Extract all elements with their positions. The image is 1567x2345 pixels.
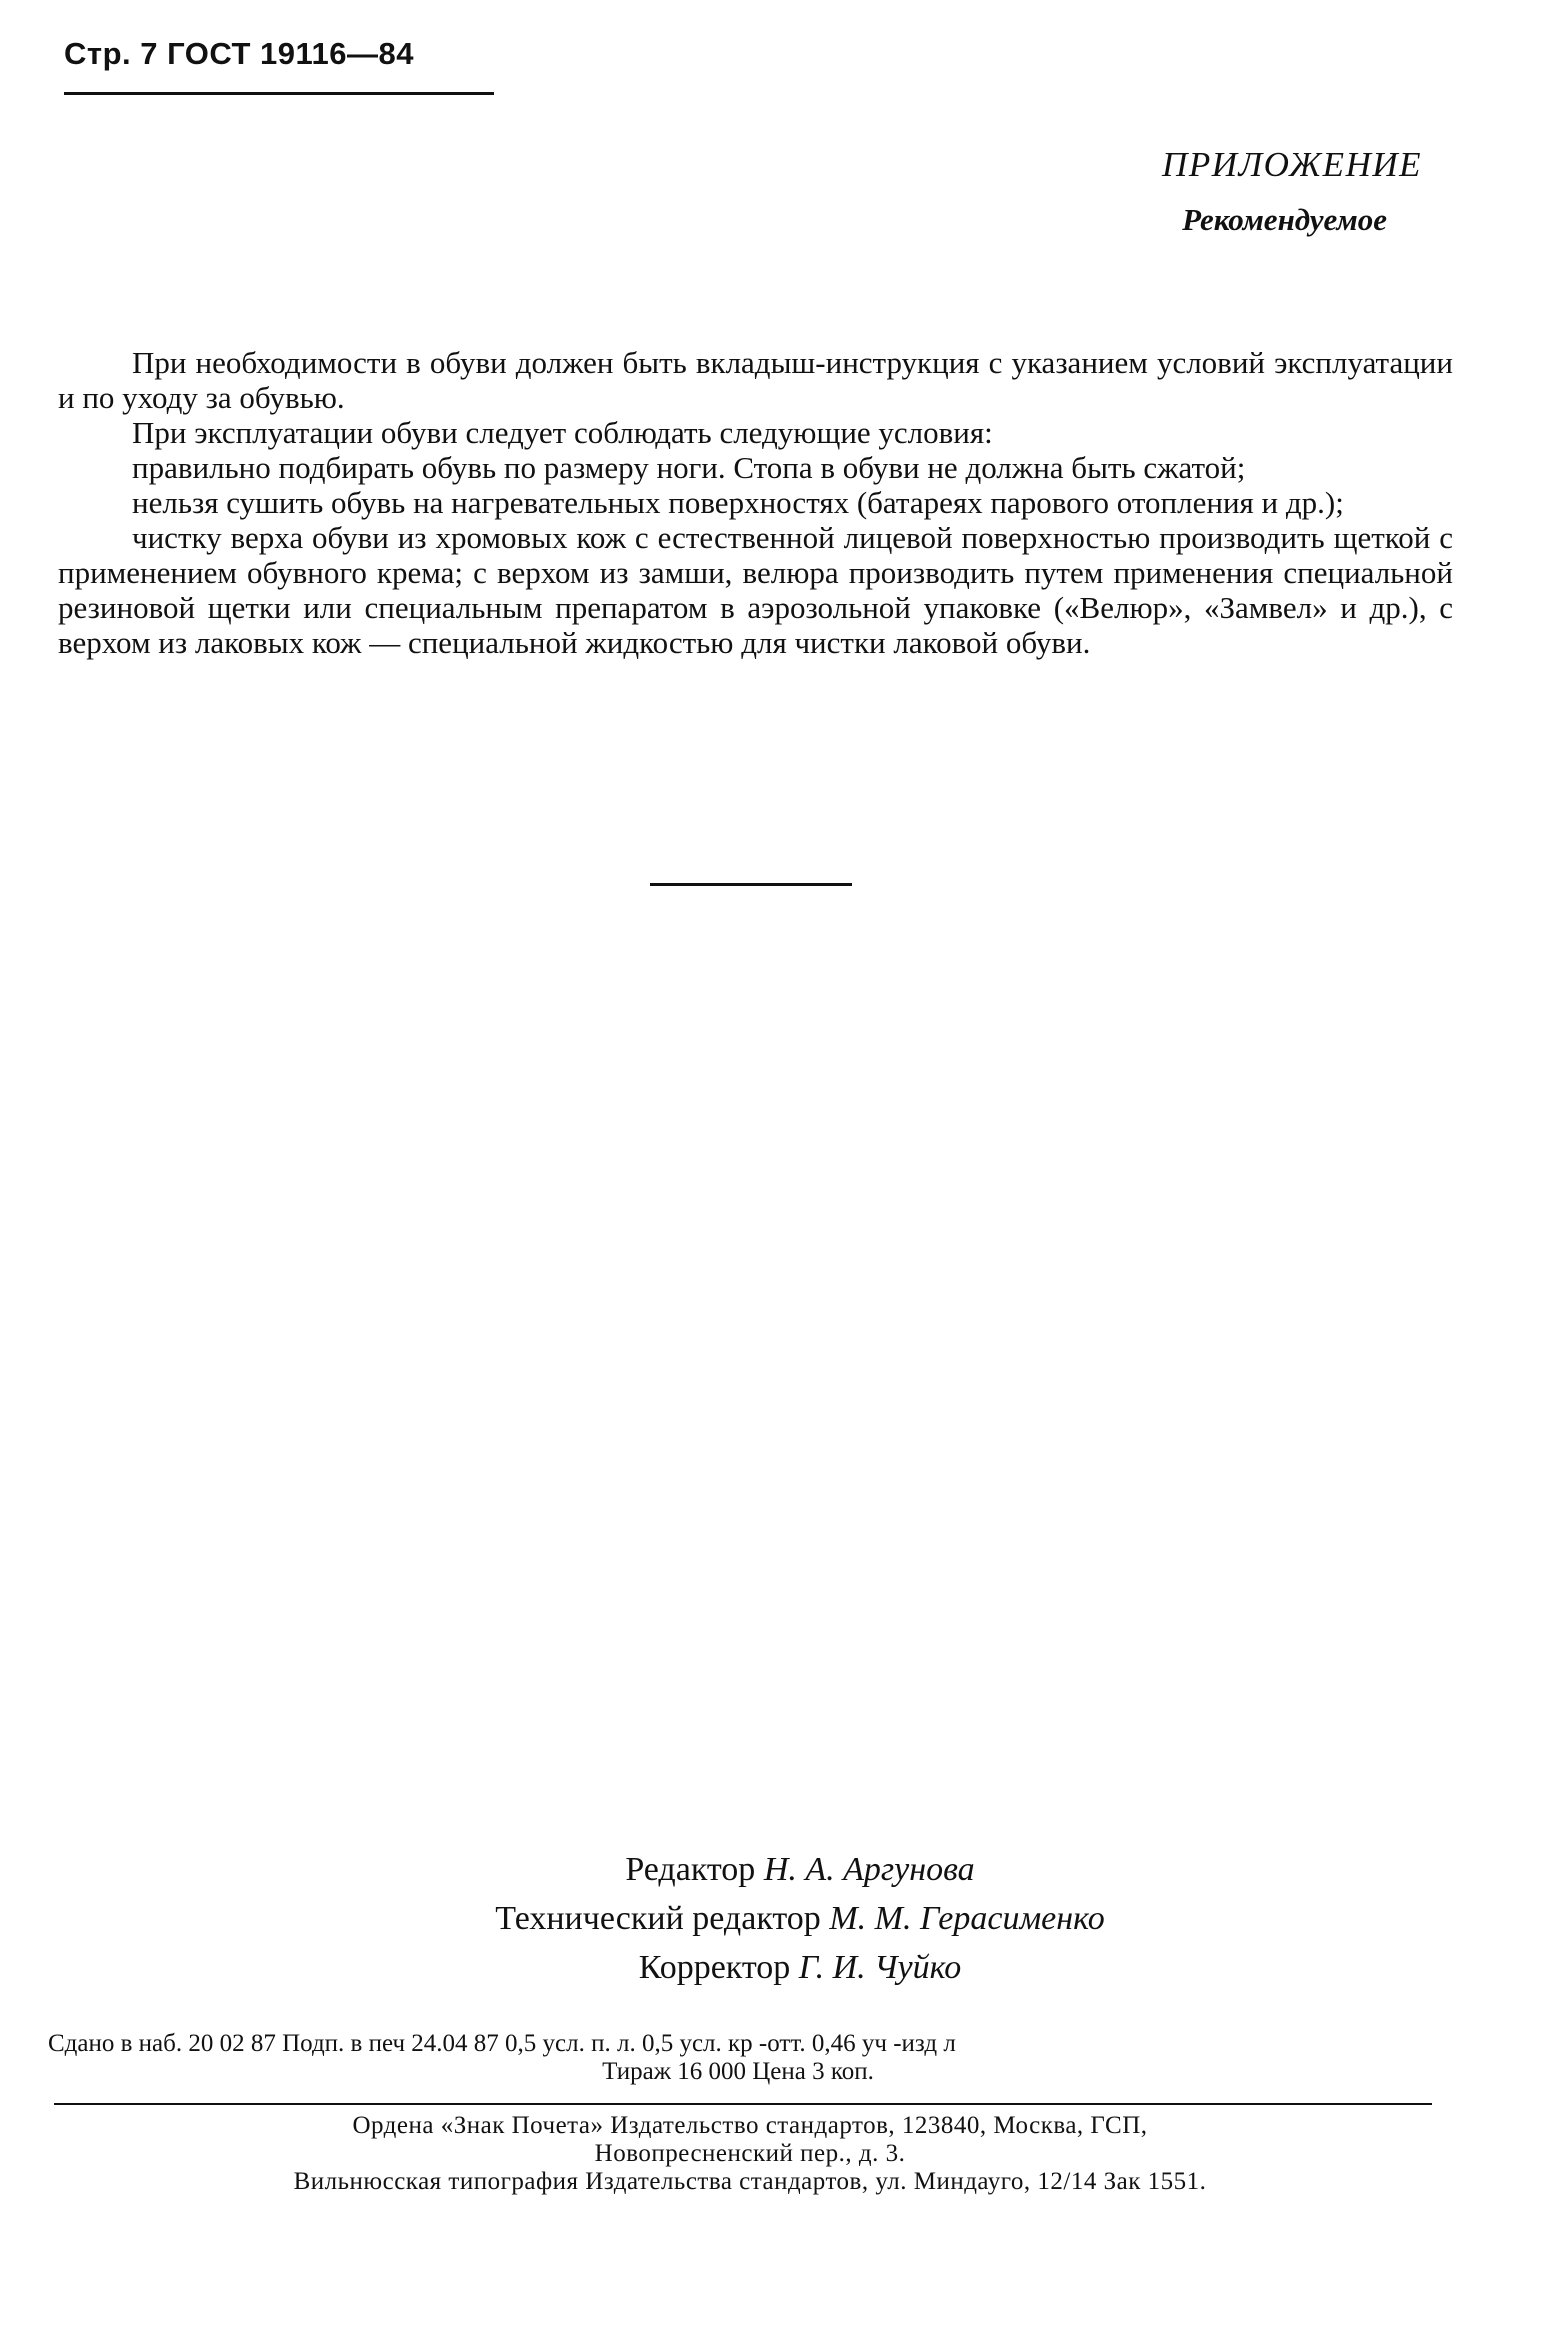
- section-divider: [650, 883, 852, 886]
- corrector-name: Г. И. Чуйко: [798, 1949, 962, 1986]
- body-text: [58, 345, 1453, 660]
- imprint-circulation: Тираж 16 000 Цена 3 коп.: [602, 2058, 874, 2085]
- imprint-dates: Сдано в наб. 20 02 87 Подп. в печ 24.04 87 0,5 усл. п. л. 0,5 усл. кр -отт. 0,46 уч -изд л: [48, 2030, 956, 2057]
- appendix-title: ПРИЛОЖЕНИЕ: [1162, 145, 1422, 184]
- tech-editor-name: М. М. Герасименко: [829, 1900, 1105, 1937]
- page-header: Стр. 7 ГОСТ 19116—84: [64, 36, 415, 71]
- print-imprint: [48, 2030, 1428, 2086]
- header-rule: [64, 92, 494, 95]
- paragraph-usage-conditions: При эксплуатации обуви следует соблюдать следующие условия:: [132, 415, 993, 450]
- credit-corrector: [200, 1943, 1400, 1992]
- paragraph-size-selection: правильно подбирать обувь по размеру ноги. Стопа в обуви не должна быть сжатой;: [132, 450, 1246, 485]
- paragraph-insert-instruction: При необходимости в обуви должен быть вкладыш-инструкция с указанием условий эксплуатации и по уходу за обувью.: [58, 345, 1453, 415]
- paragraph-cleaning: чистку верха обуви из хромовых кож с естественной лицевой поверхностью производить щеткой с применением обувного крема; с верхом из замши, велюра производить путем применения специальной резиновой щетки или специальным препаратом в аэрозольной упаковке («Велюр», «Замвел» и др.), с верхом из лаковых кож — специальной жидкостью для чистки лаковой обуви.: [58, 520, 1453, 660]
- tech-editor-role: Технический редактор: [495, 1900, 821, 1937]
- appendix-subtitle: Рекомендуемое: [1182, 202, 1387, 237]
- publisher-info: [100, 2112, 1400, 2196]
- credits: [200, 1845, 1400, 1992]
- credit-tech-editor: [200, 1894, 1400, 1943]
- footer-rule: [54, 2103, 1432, 2105]
- publisher-line-1: Ордена «Знак Почета» Издательство стандартов, 123840, Москва, ГСП,: [352, 2112, 1148, 2139]
- corrector-role: Корректор: [638, 1949, 791, 1986]
- publisher-line-2: Новопресненский пер., д. 3.: [594, 2140, 906, 2167]
- publisher-line-3: Вильнюсская типография Издательства стандартов, ул. Миндауго, 12/14 Зак 1551.: [293, 2168, 1207, 2195]
- credit-editor: [200, 1845, 1400, 1894]
- paragraph-drying: нельзя сушить обувь на нагревательных поверхностях (батареях парового отопления и др.);: [132, 485, 1344, 520]
- editor-role: Редактор: [625, 1851, 756, 1888]
- editor-name: Н. А. Аргунова: [763, 1851, 975, 1888]
